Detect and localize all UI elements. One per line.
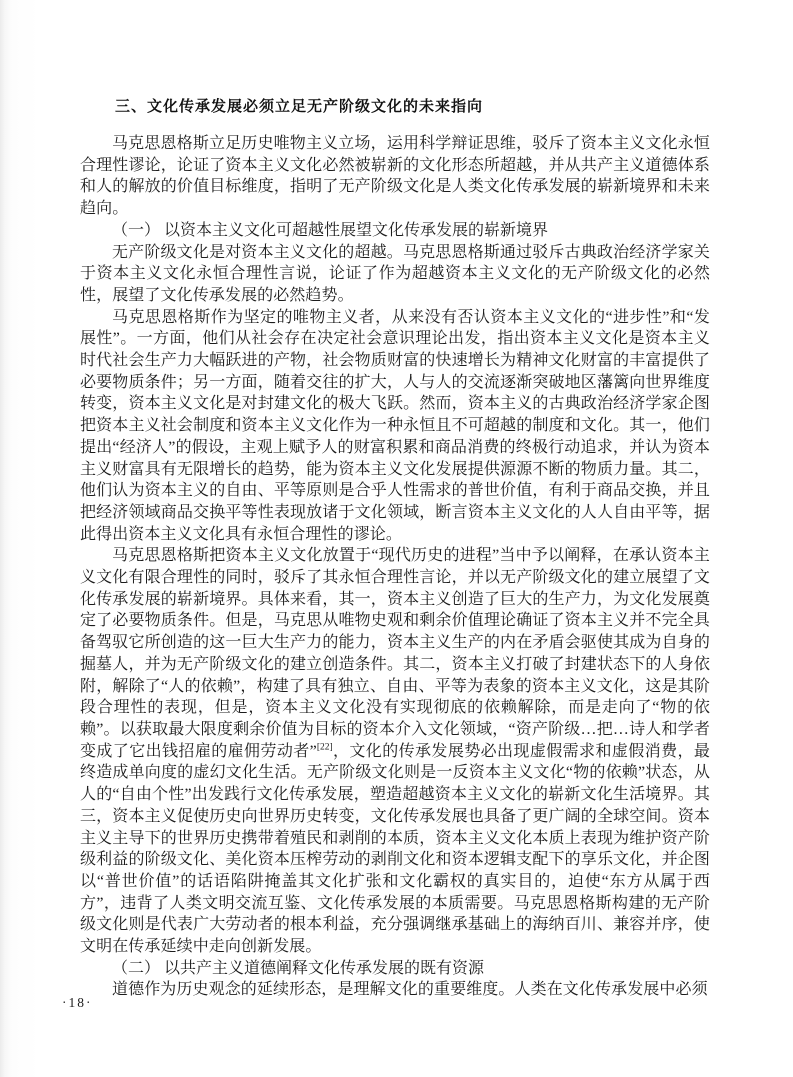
page-number: ·18· bbox=[62, 995, 93, 1010]
subsection-heading-1: （一） 以资本主义文化可超越性展望文化传承发展的崭新境界 bbox=[112, 221, 549, 239]
paragraph-4: 道德作为历史观念的延续形态，是理解文化的重要维度。人类在文化传承发展中必须 bbox=[112, 981, 708, 999]
page-content bbox=[80, 98, 710, 1001]
section-heading: 三、文化传承发展必须立足无产阶级文化的未来指向 bbox=[115, 98, 484, 115]
subsection-heading-2: （二） 以共产主义道德阐释文化传承发展的既有资源 bbox=[112, 959, 485, 977]
paragraph-2: 马克思恩格斯作为坚定的唯物主义者，从来没有否认资本主义文化的“进步性”和“发展性”。一方面，他们从社会存在决定社会意识理论出发，指出资本主义文化是资本主义时代社会生产力大幅跃进的产物，社会物质财富的快速增长为精神文化财富的丰富提供了必要物质条件；另一方面，随着交往的扩大，人与人的交流逐渐突破地区藩篱向世界维度转变，资本主义文化是对封建文化的极大飞跃。然而，资本主义的古典政治经济学家企图把资本主义社会制度和资本主义文化作为一种永恒且不可超越的制度和文化。其一，他们提出“经济人”的假设，主观上赋予人的财富积累和商品消费的终极行动追求，并认为资本主义财富具有无限增长的趋势，能为资本主义文化发展提供源源不断的物质力量。其二，他们认为资本主义的自由、平等原则是合乎人性需求的普世价值，有利于商品交换，并且把经济领域商品交换平等性表现放诸于文化领域，断言资本主义文化的人人自由平等，据此得出资本主义文化具有永恒合理性的谬论。 bbox=[80, 308, 710, 543]
paragraph-1: 无产阶级文化是对资本主义文化的超越。马克思恩格斯通过驳斥古典政治经济学家关于资本主义文化永恒合理性言说，论证了作为超越资本主义文化的无产阶级文化的必然性，展望了文化传承发展的必然趋势。 bbox=[80, 243, 710, 304]
paragraph-3 bbox=[80, 545, 710, 957]
paragraph-intro: 马克思恩格斯立足历史唯物主义立场，运用科学辩证思维，驳斥了资本主义文化永恒合理性谬论，论证了资本主义文化必然被崭新的文化形态所超越，并从共产主义道德体系和人的解放的价值目标维度，指明了无产阶级文化是人类文化传承发展的崭新境界和未来趋向。 bbox=[80, 135, 710, 218]
footnote-reference-22: [22] bbox=[316, 742, 333, 753]
paragraph-3-text-after-ref: ，文化的传承发展势必出现虚假需求和虚假消费，最终造成单向度的虚幻文化生活。无产阶级文化则是一反资本主义文化“物的依赖”状态，从人的“自由个性”出发践行文化传承发展，塑造超越资本主义文化的崭新文化生活境界。其三，资本主义促使历史向世界历史转变，文化传承发展也具备了更广阔的全球空间。资本主义主导下的世界历史携带着殖民和剥削的本质，资本主义文化本质上表现为维护资产阶级利益的阶级文化、美化资本压榨劳动的剥削文化和资本逻辑支配下的享乐文化，并企图以“普世价值”的话语陷阱掩盖其文化扩张和文化霸权的真实目的，迫使“东方从属于西方”，违背了人类文明交流互鉴、文化传承发展的本质需要。马克思恩格斯构建的无产阶级文化则是代表广大劳动者的根本利益，充分强调继承基础上的海纳百川、兼容并序，使文明在传承延续中走向创新发展。 bbox=[80, 742, 710, 956]
paragraph-3-text-before-ref: 马克思恩格斯把资本主义文化放置于“现代历史的进程”当中予以阐释，在承认资本主义文化有限合理性的同时，驳斥了其永恒合理性言论，并以无产阶级文化的建立展望了文化传承发展的崭新境界。具体来看，其一，资本主义创造了巨大的生产力，为文化发展奠定了必要物质条件。但是，马克思从唯物史观和剩余价值理论确证了资本主义并不完全具备驾驭它所创造的这一巨大生产力的能力，资本主义生产的内在矛盾会驱使其成为自身的掘墓人，并为无产阶级文化的建立创造条件。其二，资本主义打破了封建状态下的人身依附，解除了“人的依赖”，构建了具有独立、自由、平等为表象的资本主义文化，这是其阶段合理性的表现，但是，资本主义文化没有实现彻底的依赖解除，而是走向了“物的依赖”。以获取最大限度剩余价值为目标的资本介入文化领域，“资产阶级…把…诗人和学者变成了它出钱招雇的雇佣劳动者” bbox=[80, 547, 710, 760]
